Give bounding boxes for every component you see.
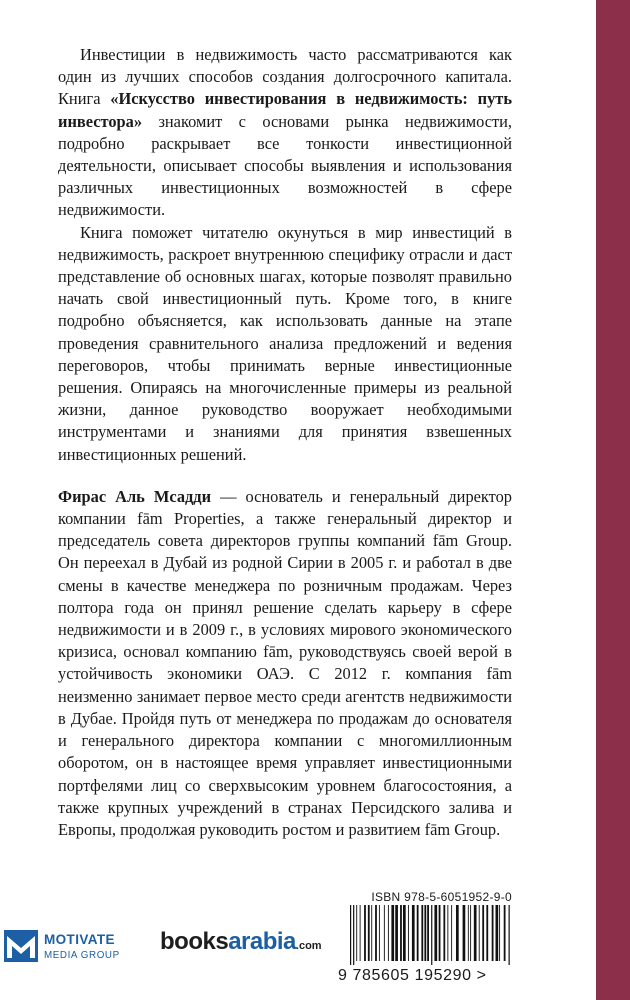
barcode-bar <box>479 905 480 961</box>
barcode-bar <box>424 905 426 961</box>
barcode-bar <box>496 905 499 961</box>
barcode-bar <box>504 905 506 961</box>
barcode-bar <box>356 905 357 961</box>
barcode-bar <box>482 905 484 961</box>
barcode-bar <box>443 905 445 961</box>
booksarabia-part-com: .com <box>295 940 322 952</box>
barcode-bar <box>391 905 394 961</box>
barcode-bar <box>509 905 510 965</box>
booksarabia-part-arabia: arabia <box>228 928 296 955</box>
para1-rest: знакомит с основами рынка недвижимости, подробно раскрывает все тонкости инвестиционной деятельности, описывает способы выявления и использования различных инвестиционных возможностей в сфере недвижимости. <box>58 111 512 220</box>
barcode-digits: 9 785605 195290 > <box>338 967 487 984</box>
barcode-bar <box>456 905 459 961</box>
barcode-bar <box>388 905 389 961</box>
isbn-barcode <box>348 905 514 965</box>
motivate-logo-icon <box>4 930 38 962</box>
motivate-media-group-logo <box>4 928 144 968</box>
book-title: «Искусство инвестирования в недвижимость: путь инвестора» <box>58 89 512 131</box>
barcode-bar <box>403 905 406 961</box>
barcode-bar <box>468 905 469 961</box>
barcode-bar <box>431 905 432 965</box>
back-cover-text <box>58 44 512 841</box>
barcode-bar <box>408 905 409 961</box>
barcode-bar <box>427 905 429 961</box>
barcode-bar <box>400 905 402 961</box>
barcode-bar <box>417 905 419 961</box>
barcode-bar <box>375 905 377 961</box>
barcode-bar <box>470 905 471 961</box>
barcode-bar <box>353 905 354 965</box>
author-bio <box>58 486 512 841</box>
barcode-bar <box>371 905 372 961</box>
para1-intro: Инвестиции в недвижимость часто рассматриваются как один из лучших способов создания долгосрочного капитала. Книга <box>58 45 512 109</box>
description-paragraph-1 <box>58 44 512 222</box>
author-name: Фирас Аль Мсадди <box>58 486 212 506</box>
barcode-bar <box>451 905 452 961</box>
book-spine-strip <box>596 0 630 1000</box>
barcode-bar <box>384 905 385 961</box>
booksarabia-logo <box>160 928 322 956</box>
barcode-bar <box>499 905 500 961</box>
barcode-bar <box>434 905 437 961</box>
barcode-bar <box>463 905 466 961</box>
barcode-bar <box>395 905 398 961</box>
barcode-bar <box>364 905 366 961</box>
booksarabia-part-books: books <box>160 928 229 955</box>
barcode-bar <box>439 905 441 961</box>
motivate-subtitle: MEDIA GROUP <box>44 950 120 961</box>
motivate-name: MOTIVATE <box>44 932 115 947</box>
barcode-bar <box>447 905 448 961</box>
barcode-bar <box>474 905 477 961</box>
description-paragraph-2: Книга поможет читателю окунуться в мир инвестиций в недвижимость, раскроет внутреннюю специфику отрасли и даст представление об основных шагах, которые позволят правильно начать свой инвестиционный путь. Кроме того, в книге подробно объясняется, как использовать данные на этапе проведения сравнительного анализа предложений и ведения переговоров, чтобы принимать верные инвестиционные решения. Опираясь на многочисленные примеры из реальной жизни, данное руководство вооружает необходимыми инструментами и знаниями для принятия взвешенных инвестиционных решений. <box>58 222 512 464</box>
barcode-bar <box>421 905 423 961</box>
barcode-bar <box>492 905 494 961</box>
isbn-label: ISBN 978-5-6051952-9-0 <box>371 890 512 904</box>
barcode-bar <box>360 905 361 961</box>
barcode-bar <box>486 905 488 961</box>
barcode-bar <box>350 905 351 965</box>
barcode-bar <box>379 905 380 961</box>
author-bio-text: — основатель и генеральный директор компании fām Properties, а также генеральный директор и председатель совета директоров группы компаний fām Group. Он переехал в Дубай из родной Сирии в 2005 г. и работал в две смены в качестве менеджера по розничным продажам. Через полтора года он принял решение сделать карьеру в сфере недвижимости и в 2009 г., в условиях мирового экономического кризиса, основал компанию fām, руководствуясь своей верой в устойчивость экономики ОАЭ. С 2012 г. компания fām неизменно занимает первое место среди агентств недвижимости в Дубае. Пройдя путь от менеджера по продажам до основателя и генерального директора компании с многомиллионным оборотом, он в настоящее время управляет инвестиционными портфелями лиц со сверхвысоким уровнем благосостояния, а также крупных учреждений в странах Персидского залива и Европы, продолжая руководить ростом и развитием fām Group. <box>58 486 513 839</box>
barcode-bar <box>368 905 370 961</box>
barcode-bar <box>412 905 415 961</box>
